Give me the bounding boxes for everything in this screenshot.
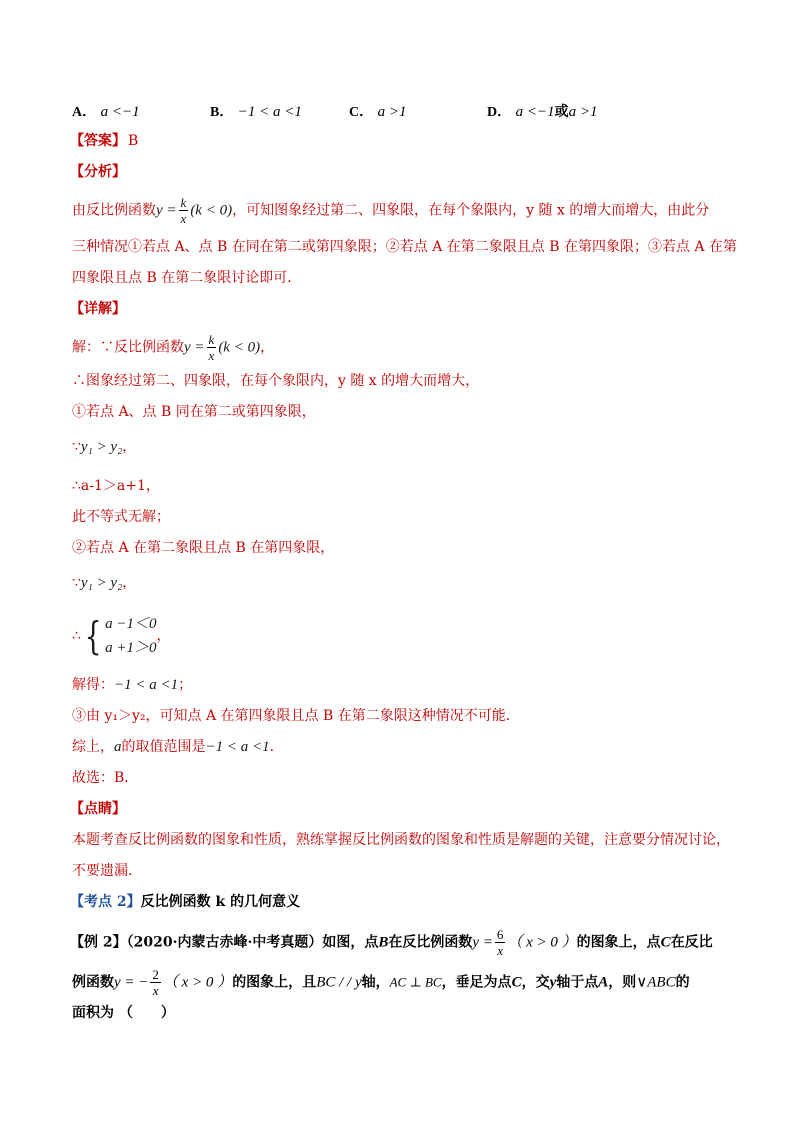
example-l2-f: 轴于点: [556, 974, 599, 991]
detail-line-12-pre: 综上，: [72, 739, 114, 755]
example-f1-cond: （ x > 0 ）: [507, 934, 577, 951]
detail-func-num: k: [208, 332, 215, 347]
detail-line-9-post: ，: [156, 628, 171, 644]
answer-value: B: [128, 133, 139, 149]
example-l2-A: A: [598, 974, 609, 991]
detail-line-3: ①若点 A、点 B 同在第二或第四象限，: [72, 404, 316, 420]
example-f1-y: y =: [472, 934, 493, 951]
detail-func-y: y =: [184, 339, 205, 356]
detail-line-4-post: ，: [122, 439, 137, 455]
example-line-1: [70, 927, 713, 958]
example-l2-b: 的图象上，且: [232, 974, 317, 991]
detail-line-9-pre: ∴: [72, 628, 81, 644]
example-f1-frac: [495, 927, 506, 958]
example-l1-d: 在反比: [670, 934, 713, 951]
analysis-func-frac: [179, 195, 189, 226]
example-l2-tri: ∨ABC: [636, 974, 676, 991]
example-f2-y: y = −: [114, 974, 149, 991]
detail-line-4: [72, 437, 136, 457]
example-f2-num: 2: [152, 967, 159, 982]
analysis-line-1-post: ，可知图象经过第二、四象限，在每个象限内，y 随 x 的增大而增大，由此分: [232, 202, 710, 219]
option-a-math: a <−1: [100, 104, 140, 120]
example-l1-B: B: [378, 934, 389, 951]
option-c-math: a >1: [377, 104, 407, 120]
example-l2-g: ，则: [608, 974, 637, 991]
detail-line-10: [72, 675, 192, 695]
detail-line-12-mid: 的取值范围是: [121, 739, 206, 755]
detail-tag: 【详解】: [70, 301, 126, 317]
detail-line-10-math: −1 < a <1: [114, 677, 179, 693]
kaodian-title: 反比例函数 k 的几何意义: [140, 894, 301, 910]
option-a: [72, 101, 140, 121]
detail-line-12-var: a: [114, 739, 122, 755]
example-f1-num: 6: [496, 927, 504, 942]
example-l2-perp: AC ⊥ BC: [389, 974, 442, 990]
detail-line-8-pre: ∵: [72, 575, 81, 591]
option-a-label: A．: [72, 105, 97, 120]
example-l1-a: 如图，点: [322, 934, 379, 951]
example-l1-c: 的图象上，点: [576, 934, 661, 951]
option-d-math1: a <−1: [515, 104, 555, 120]
detail-line-10-pre: 解得：: [72, 677, 114, 693]
example-tag: 【例 2】: [70, 934, 127, 951]
example-l2-c: 轴，: [361, 974, 390, 991]
analysis-line-2: 三种情况①若点 A、点 B 在同在第二或第四象限；②若点 A 在第二象限且点 B 在第四象限；③若点 A 在第: [72, 239, 737, 255]
inequality-system: [105, 612, 156, 660]
detail-line-4-pre: ∵: [72, 439, 81, 455]
point-tag: 【点睛】: [70, 801, 126, 817]
example-l2-C: C: [511, 974, 522, 991]
example-l2-par: BC / / y: [316, 974, 362, 991]
analysis-line-3: 四象限且点 B 在第二象限讨论即可．: [72, 270, 302, 286]
kaodian-tag: 【考点 2】: [70, 894, 141, 910]
detail-line-9: [72, 612, 170, 660]
detail-line-12: [72, 737, 284, 757]
detail-line-10-post: ；: [178, 677, 193, 693]
example-f2-cond: （ x > 0 ）: [162, 974, 233, 991]
example-line-3: 面积为 （ ）: [72, 1005, 175, 1021]
analysis-func-den: x: [180, 211, 187, 226]
example-line-2: [72, 967, 690, 998]
analysis-line-1-pre: 由反比例函数: [72, 202, 156, 219]
example-f2-frac: [150, 967, 161, 998]
example-source: （2020·内蒙古赤峰·中考真题）: [126, 934, 323, 951]
example-l2-y: y: [549, 974, 557, 991]
option-c-label: C．: [349, 105, 374, 120]
option-b: [210, 101, 302, 121]
system-brace: {: [84, 614, 102, 658]
answer-tag: 【答案】: [70, 133, 126, 149]
system-line-1: a −1＜0: [105, 616, 157, 632]
example-l1-b: 在反比例函数: [388, 934, 473, 951]
analysis-tag: 【分析】: [70, 164, 126, 180]
option-b-math: −1 < a <1: [237, 104, 302, 120]
kaodian-heading: [70, 892, 300, 912]
detail-line-7: ②若点 A 在第二象限且点 B 在第四象限，: [72, 540, 335, 556]
example-l2-d: ，垂足为点: [441, 974, 512, 991]
example-l2-a: 例函数: [72, 974, 114, 991]
detail-func-den: x: [208, 348, 215, 363]
detail-line-13: 故选：B．: [72, 770, 139, 786]
system-line-2: a +1＞0: [105, 640, 157, 656]
option-c: [349, 101, 406, 121]
example-l2-e: ，交: [521, 974, 550, 991]
detail-line-8: [72, 573, 136, 593]
detail-line-12-math: −1 < a <1: [205, 739, 270, 755]
point-line-1: 本题考查反比例函数的图象和性质，熟练掌握反比例函数的图象和性质是解题的关键，注意要分情况讨论，: [72, 832, 730, 848]
detail-func-cond: (k < 0): [218, 339, 261, 356]
detail-line-8-post: ，: [122, 575, 137, 591]
detail-line-1-post: ，: [260, 339, 275, 356]
analysis-func-cond: (k < 0): [190, 202, 233, 219]
analysis-line-1: [72, 195, 709, 226]
detail-line-2: ∴图象经过第二、四象限，在每个象限内，y 随 x 的增大而增大，: [72, 373, 480, 389]
detail-line-1: [72, 332, 274, 363]
detail-line-12-post: ．: [269, 739, 284, 755]
detail-line-11: ③由 y₁＞y₂，可知点 A 在第四象限且点 B 在第二象限这种情况不可能．: [72, 708, 520, 724]
detail-line-4-math: y₁ > y₂: [80, 439, 123, 455]
example-f1-den: x: [497, 943, 504, 958]
point-line-2: 不要遗漏．: [72, 863, 142, 879]
example-l2-h: 的: [675, 974, 690, 991]
analysis-func-num: k: [180, 195, 187, 210]
detail-line-8-math: y₁ > y₂: [80, 575, 123, 591]
detail-func-frac: [207, 332, 217, 363]
option-d-label: D．: [487, 105, 512, 120]
detail-line-5: ∴a-1＞a+1，: [72, 478, 160, 494]
example-f2-den: x: [152, 983, 159, 998]
option-b-label: B．: [210, 105, 234, 120]
analysis-func-y: y =: [156, 202, 177, 219]
detail-line-6: 此不等式无解；: [72, 509, 170, 525]
example-l1-C: C: [660, 934, 671, 951]
option-d-or: 或: [554, 104, 569, 120]
detail-line-1-pre: 解：∵反比例函数: [72, 339, 184, 356]
option-d: [487, 101, 597, 121]
option-d-math2: a >1: [568, 104, 598, 120]
